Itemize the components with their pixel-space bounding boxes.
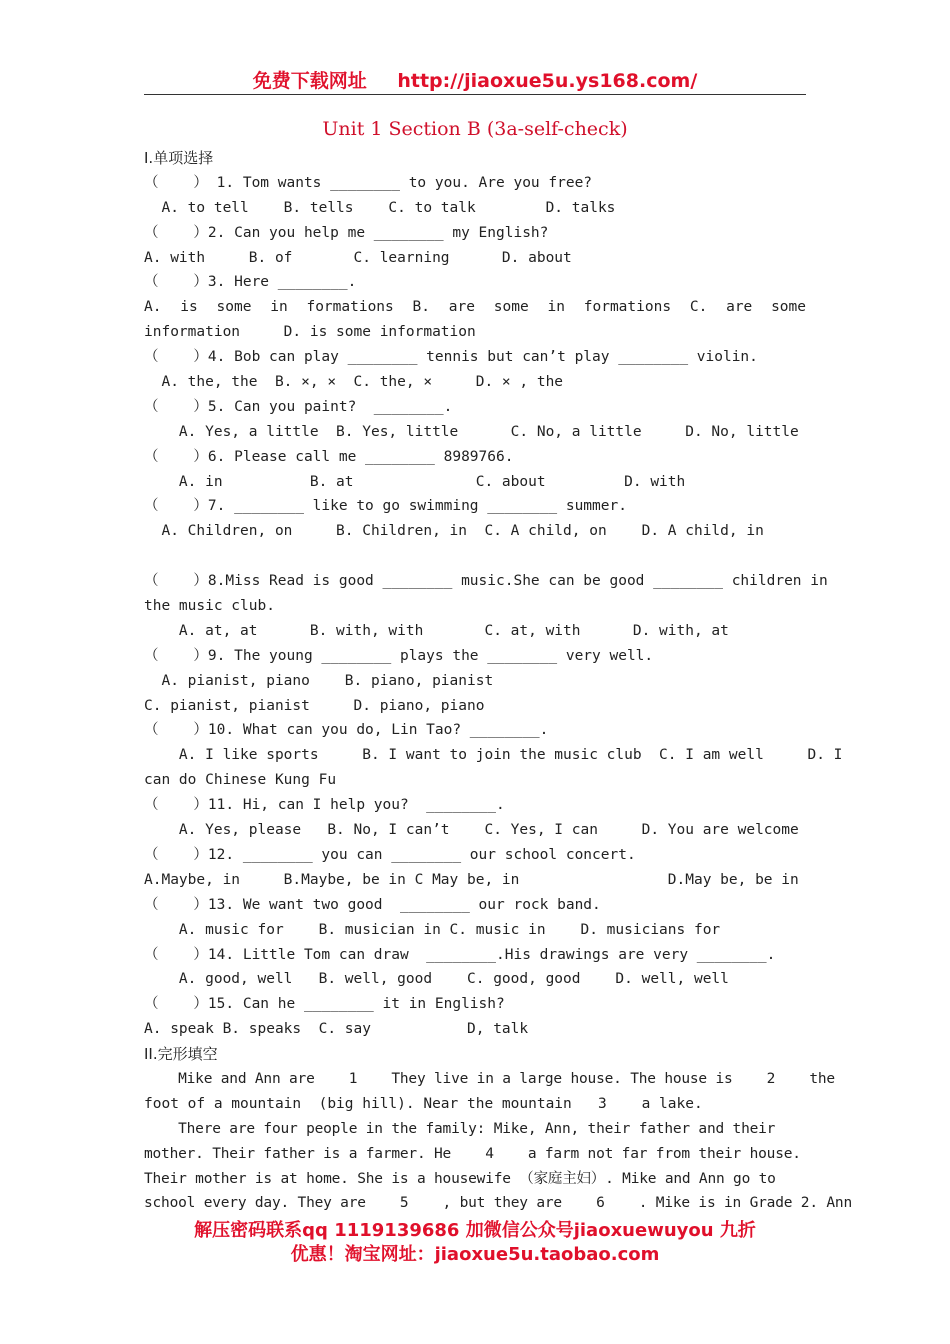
exercise-body [144, 146, 852, 1216]
page-title: Unit 1 Section B (3a-self-check) [322, 118, 628, 140]
text-line: （ ）14. Little Tom can draw ________.His drawings are very ________. [144, 946, 776, 963]
text-line: （ ）7. ________ like to go swimming ________ summer. [144, 498, 627, 515]
footer-line-2: 优惠！淘宝网址：jiaoxue5u.taobao.com [290, 1244, 660, 1265]
text-line: （ ）6. Please call me ________ 8989766. [144, 448, 514, 465]
text-line: （ ）4. Bob can play ________ tennis but can’t play ________ violin. [144, 349, 758, 366]
text-line: A. at, at B. with, with C. at, with D. with, at [144, 622, 729, 639]
text-line: A. Yes, please B. No, I can’t C. Yes, I can D. You are welcome [144, 822, 799, 839]
text-line: C. pianist, pianist D. piano, piano [144, 697, 485, 714]
text-line: A. to tell B. tells C. to talk D. talks [144, 199, 616, 216]
text-line: the music club. [144, 598, 275, 615]
text-line: A. music for B. musician in C. music in D. musicians for [144, 921, 721, 938]
text-line: Their mother is at home. She is a housewife （家庭主妇）. Mike and Ann go to [144, 1170, 776, 1187]
header-divider [144, 94, 806, 95]
text-line: There are four people in the family: Mike, Ann, their father and their [144, 1120, 776, 1137]
text-line: （ ）12. ________ you can ________ our school concert. [144, 846, 636, 863]
text-line: mother. Their father is a farmer. He 4 a farm not far from their house. [144, 1145, 801, 1162]
text-line: A. with B. of C. learning D. about [144, 249, 572, 266]
text-line: （ ）3. Here ________. [144, 274, 357, 291]
text-line: （ ）11. Hi, can I help you? ________. [144, 797, 505, 814]
text-line: A. in B. at C. about D. with [144, 473, 686, 490]
page-footer [0, 1219, 950, 1267]
text-line: A. is some in formations B. are some in formations C. are some [144, 299, 806, 316]
text-line: information D. is some information [144, 324, 476, 341]
text-line: Mike and Ann are 1 They live in a large house. The house is 2 the [144, 1070, 835, 1087]
section-heading: II.完形填空 [144, 1045, 218, 1064]
page-header [0, 66, 950, 93]
header-url[interactable]: http://jiaoxue5u.ys168.com/ [397, 70, 698, 92]
text-line: foot of a mountain (big hill). Near the mountain 3 a lake. [144, 1095, 703, 1112]
section-heading: I.单项选择 [144, 149, 214, 167]
text-line: （ ）15. Can he ________ it in English? [144, 996, 505, 1013]
text-line: can do Chinese Kung Fu [144, 772, 337, 789]
text-line: （ ）10. What can you do, Lin Tao? ________. [144, 722, 549, 739]
text-line: （ ）13. We want two good ________ our rock band. [144, 896, 601, 913]
text-line: school every day. They are 5 , but they are 6 . Mike is in Grade 2. Ann [144, 1195, 852, 1212]
text-line: A. good, well B. well, good C. good, good D. well, well [144, 971, 729, 988]
text-line: A.Maybe, in B.Maybe, be in C May be, in D.May be, be in [144, 871, 799, 888]
text-line [144, 544, 806, 569]
text-line: （ ）2. Can you help me ________ my English? [144, 224, 549, 241]
text-line: A. Yes, a little B. Yes, little C. No, a little D. No, little [144, 423, 799, 440]
text-line: （ ）9. The young ________ plays the ________ very well. [144, 647, 654, 664]
text-line: （ ） 1. Tom wants ________ to you. Are you free? [144, 174, 593, 191]
text-line: A. pianist, piano B. piano, pianist [144, 672, 494, 689]
header-label: 免费下载网址 [252, 70, 367, 92]
text-line: A. I like sports B. I want to join the music club C. I am well D. I [144, 747, 843, 764]
text-line: A. Children, on B. Children, in C. A child, on D. A child, in [144, 523, 764, 540]
text-line: A. the, the B. ×, × C. the, × D. × , the [144, 374, 564, 391]
footer-line-1: 解压密码联系qq 1119139686 加微信公众号jiaoxuewuyou 九折 [194, 1220, 756, 1241]
text-line: （ ）8.Miss Read is good ________ music.She can be good ________ children in [144, 573, 828, 590]
text-line: A. speak B. speaks C. say D, talk [144, 1021, 529, 1038]
text-line: （ ）5. Can you paint? ________. [144, 398, 453, 415]
